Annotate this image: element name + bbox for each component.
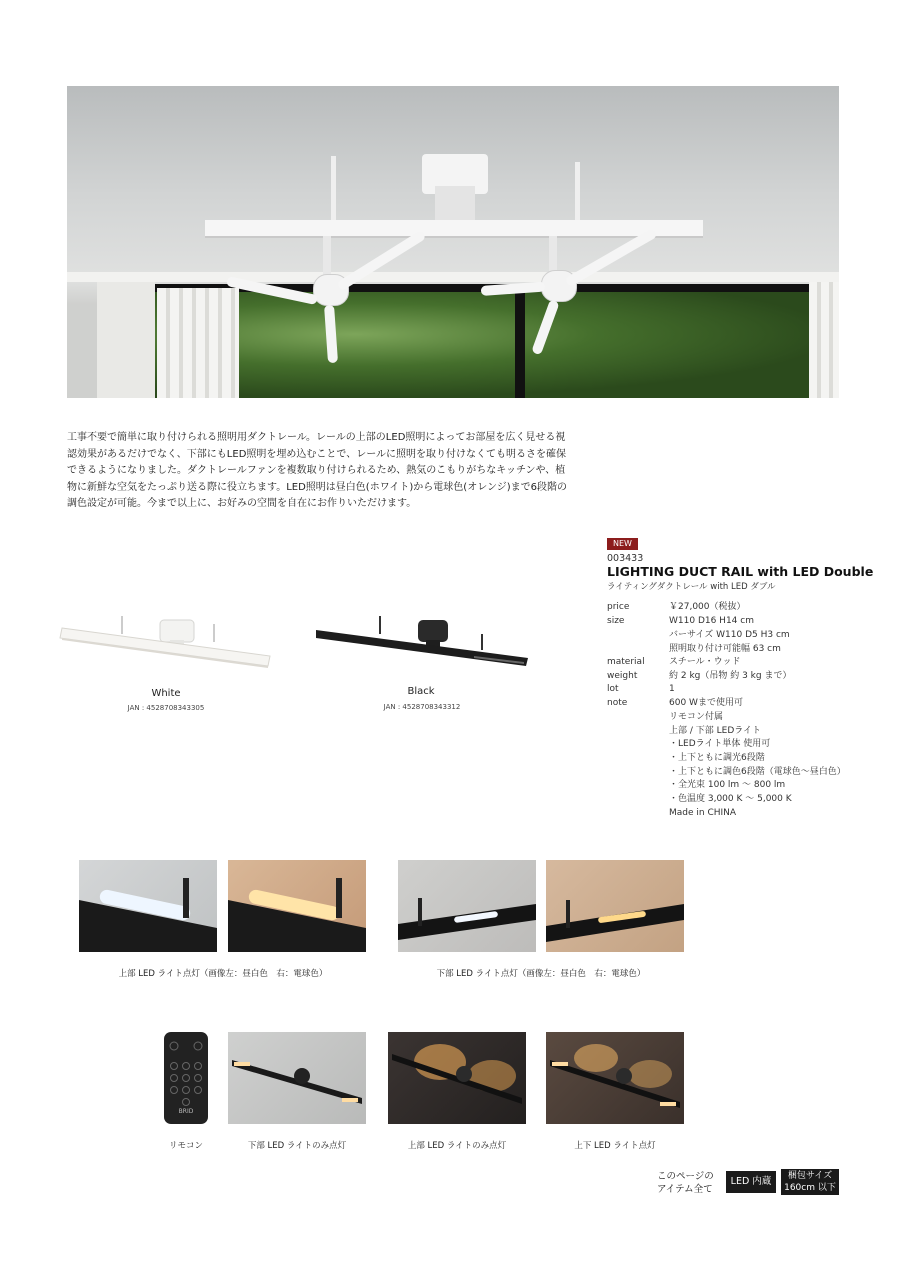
curtain-right (809, 282, 839, 398)
footer-note (657, 1170, 714, 1196)
variant-jan-white: JAN : 4528708343305 (127, 704, 205, 712)
new-badge: NEW (607, 538, 638, 550)
lower-led-white-photo (398, 860, 536, 952)
duct-rail (205, 220, 703, 238)
product-code: 003433 (607, 553, 644, 564)
upper-only-photo (388, 1032, 526, 1124)
intro-paragraph: 工事不要で簡単に取り付けられる照明用ダクトレール。レールの上部のLED照明によってお部屋を広く見せる視認効果があるだけでなく、下部にもLED照明を埋め込むことで、レールに照明を取り付けなくても明るさを確保できるようになりました。ダクトレールファンを複数取り付けられるため、熱気のこもりがちなキッチンや、植物に新鮮な空気をたっぷり送る際に役立ちます。LED照明は昼白色(ホワイト)から電球色(オレンジ)まで6段階の調色設定が可能。今まで以上に、お好みの空間を自在にお作りいただけます。 (67, 432, 567, 509)
fan-stem (549, 236, 557, 274)
caption-upper-only: 上部 LED ライトのみ点灯 (407, 1141, 507, 1151)
spec-val-material: スチール・ウッド (669, 657, 741, 667)
spec-note-line: ・全光束 100 lm ～ 800 lm (669, 780, 786, 790)
spec-key-note: note (607, 698, 628, 708)
footer-line-2: アイテム全て (657, 1184, 713, 1195)
footer-line-1: このページの (657, 1171, 714, 1182)
curtain-left (157, 288, 239, 398)
spec-key-weight: weight (607, 671, 638, 681)
product-title: LIGHTING DUCT RAIL with LED Double (607, 564, 874, 579)
spec-val-size-3: 照明取り付け可能幅 63 cm (669, 644, 781, 654)
caption-remote: リモコン (168, 1141, 203, 1151)
window-greenery (147, 292, 839, 398)
spec-note-line: リモコン付属 (669, 712, 724, 722)
product-subtitle: ライティングダクトレール with LED ダブル (607, 582, 776, 592)
upper-led-white-photo (79, 860, 217, 952)
package-size-line-1: 梱包サイズ (787, 1171, 833, 1181)
led-badge: LED 内蔵 (726, 1171, 776, 1193)
fan-blade (336, 230, 426, 291)
spec-val-size-2: バーサイズ W110 D5 H3 cm (669, 630, 790, 640)
lower-only-photo (228, 1032, 366, 1124)
variant-name-white: White (151, 688, 181, 699)
upper-led-warm-photo (228, 860, 366, 952)
spec-val-lot: 1 (669, 684, 675, 694)
spec-key-material: material (607, 657, 645, 667)
spec-note-line: ・上下ともに調光6段階 (669, 753, 765, 763)
package-size-badge (781, 1169, 839, 1195)
spec-key-lot: lot (607, 684, 619, 694)
spec-key-price: price (607, 602, 630, 612)
spec-note-line: 600 Wまで使用可 (669, 698, 743, 708)
lower-led-warm-photo (546, 860, 684, 952)
variant-name-black: Black (407, 686, 435, 697)
hero-photo (67, 86, 839, 398)
ceiling-adapter (435, 186, 475, 220)
both-led-photo (546, 1032, 684, 1124)
white-rail-image (58, 612, 276, 674)
spec-note-line: ・LEDライト単体 使用可 (669, 739, 771, 749)
spec-val-weight: 約 2 kg（吊物 約 3 kg まで） (669, 671, 792, 681)
remote-brand: BRID (178, 1108, 194, 1115)
fan-stem (323, 236, 331, 278)
suspension-rod (575, 162, 580, 220)
caption-lower-led: 下部 LED ライト点灯（画像左：昼白色 右：電球色） (436, 969, 646, 979)
spec-val-price: ￥27,000（税抜） (669, 602, 746, 612)
variant-jan-black: JAN : 4528708343312 (383, 703, 461, 711)
spec-note-line: Made in CHINA (669, 808, 737, 818)
window-mullion (515, 292, 525, 398)
package-size-line-2: 160cm 以下 (784, 1183, 836, 1193)
spec-val-size-1: W110 D16 H14 cm (669, 616, 754, 626)
caption-both: 上下 LED ライト点灯 (574, 1141, 656, 1151)
spec-key-size: size (607, 616, 625, 626)
black-rail-image (314, 614, 532, 672)
remote-image (164, 1032, 208, 1124)
spec-note-line: ・色温度 3,000 K ～ 5,000 K (669, 794, 792, 804)
caption-lower-only: 下部 LED ライトのみ点灯 (247, 1141, 347, 1151)
suspension-rod (331, 156, 336, 220)
spec-note-line: 上部 / 下部 LEDライト (669, 726, 761, 736)
ceiling-edge (67, 272, 839, 282)
wall-pillar (97, 278, 155, 398)
caption-upper-led: 上部 LED ライト点灯（画像左：昼白色 右：電球色） (118, 969, 328, 979)
spec-note-line: ・上下ともに調色6段階（電球色～昼白色） (669, 767, 846, 777)
